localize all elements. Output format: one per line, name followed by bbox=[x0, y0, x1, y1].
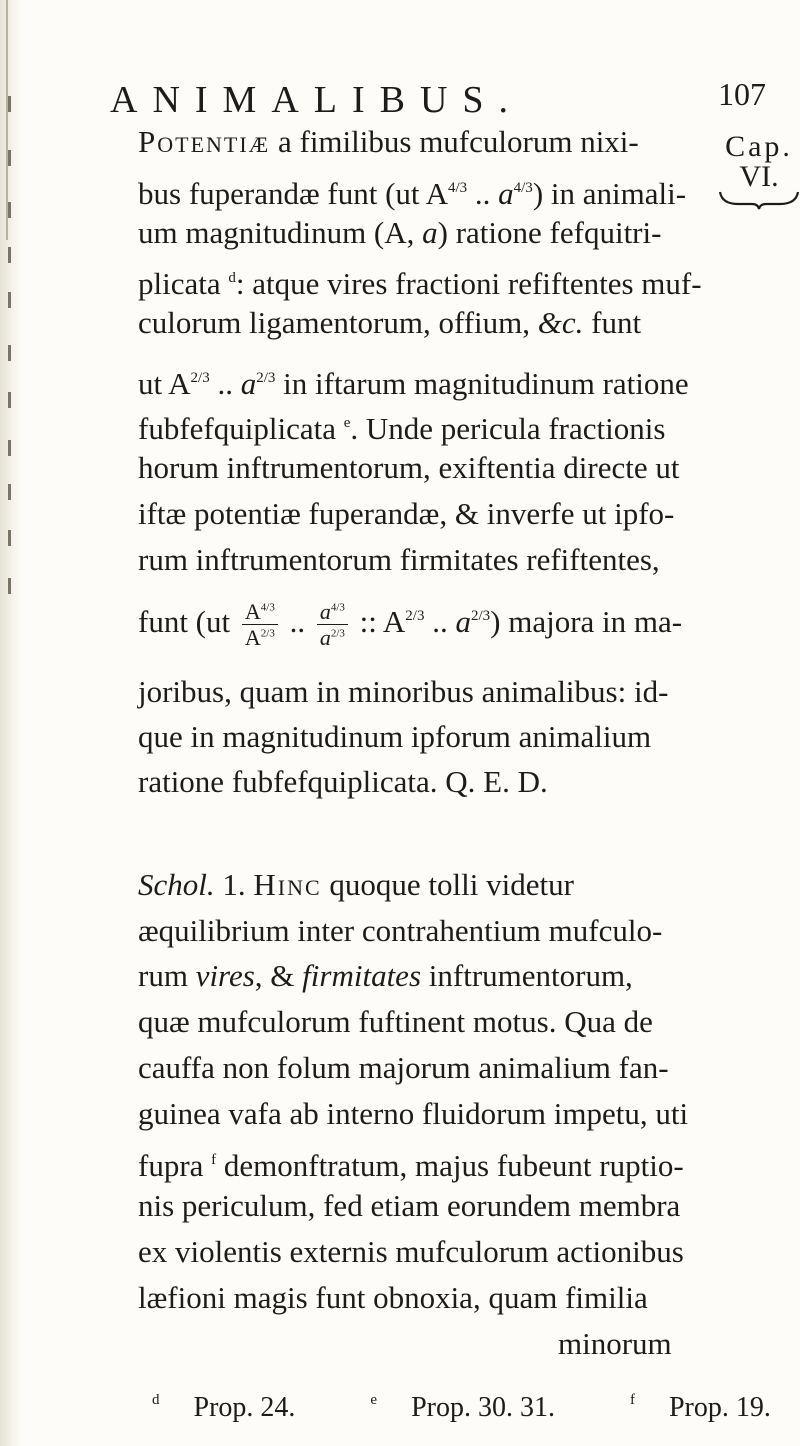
edge-mark bbox=[8, 578, 11, 594]
text-line: ut $A^{2/3}$ .. $a^{2/3}$ in iftarum magnitudinum ratione bbox=[138, 366, 689, 401]
text-line: rum vires, & firmitates inftrumentorum, bbox=[138, 958, 633, 993]
fraction: $\frac{a^{4/3}}{a^{2/3}}$ bbox=[317, 601, 348, 649]
text-line: culorum ligamentorum, offium, &c. funt bbox=[138, 305, 642, 340]
edge-mark bbox=[8, 345, 11, 361]
edge-mark bbox=[8, 292, 11, 308]
text-line: um magnitudinum (A, a) ratione fefquitri- bbox=[138, 215, 662, 250]
text-line: funt (ut $\frac{A^{4/3}}{A^{2/3}}$ .. $\frac{a^{4/3}}{a^{2/3}}$ :: $A^{2/3}$ .. $a^{2/3}$) majora in ma- bbox=[138, 598, 683, 650]
edge-mark bbox=[8, 96, 11, 112]
text-line: que in magnitudinum ipforum animalium bbox=[138, 719, 652, 754]
text-line: Schol. 1. Hinc quoque tolli videtur bbox=[138, 867, 574, 902]
edge-mark bbox=[8, 202, 11, 218]
text-line: joribus, quam in minoribus animalibus: id- bbox=[138, 674, 669, 709]
edge-mark bbox=[8, 392, 11, 408]
text-line: minorum bbox=[558, 1326, 672, 1361]
edge-mark bbox=[8, 150, 11, 166]
text-line: horum inftrumentorum, exiftentia directe ut bbox=[138, 450, 680, 485]
text-line: fupra $^f$ demonftratum, majus fubeunt ruptio- bbox=[138, 1148, 684, 1183]
text-line: cauffa non folum majorum animalium fan- bbox=[138, 1050, 669, 1085]
edge-mark bbox=[8, 247, 11, 263]
text-line: iftæ potentiæ fuperandæ, & inverfe ut ipfo- bbox=[138, 496, 675, 531]
chapter-number: VI. bbox=[739, 160, 779, 193]
edge-mark bbox=[8, 530, 11, 546]
fraction: $\frac{A^{4/3}}{A^{2/3}}$ bbox=[242, 601, 278, 649]
text-line: fubfefquiplicata $^e$. Unde pericula fractionis bbox=[138, 411, 666, 446]
text-line: ex violentis externis mufculorum actionibus bbox=[138, 1234, 684, 1269]
text-line: rum inftrumentorum firmitates refiftentes, bbox=[138, 542, 660, 577]
footnote: $^f$ Prop. 19. bbox=[629, 1392, 771, 1423]
footnote: $^e$ Prop. 30. 31. bbox=[370, 1392, 555, 1423]
text-line: bus fuperandæ funt (ut $A^{4/3}$ .. $a^{4/3}$) in animali- bbox=[138, 176, 687, 211]
text-line: æquilibrium inter contrahentium mufculo- bbox=[138, 913, 663, 948]
text-line: ratione fubfefquiplicata. Q. E. D. bbox=[138, 764, 548, 799]
brace-icon bbox=[718, 190, 800, 210]
running-header: ANIMALIBUS. bbox=[110, 79, 524, 121]
text-line: quæ mufculorum fuftinent motus. Qua de bbox=[138, 1004, 653, 1039]
text-line: læfioni magis funt obnoxia, quam fimilia bbox=[138, 1280, 648, 1315]
text-line: nis periculum, fed etiam eorundem membra bbox=[138, 1188, 681, 1223]
chapter-margin-note bbox=[714, 130, 800, 215]
edge-mark bbox=[8, 484, 11, 500]
edge-mark bbox=[8, 440, 11, 456]
text-line: plicata $^d$: atque vires fractioni refiftentes muf- bbox=[138, 266, 702, 301]
footnote: $^d$ Prop. 24. bbox=[152, 1392, 296, 1423]
chapter-label: Cap. bbox=[725, 130, 793, 163]
footnotes bbox=[152, 1392, 800, 1424]
page-edge-shadow bbox=[0, 0, 22, 1446]
page-number: 107 bbox=[718, 76, 766, 112]
text-line: Potentiæ a fimilibus mufculorum nixi- bbox=[138, 124, 639, 159]
text-line: guinea vafa ab interno fluidorum impetu, uti bbox=[138, 1096, 689, 1131]
